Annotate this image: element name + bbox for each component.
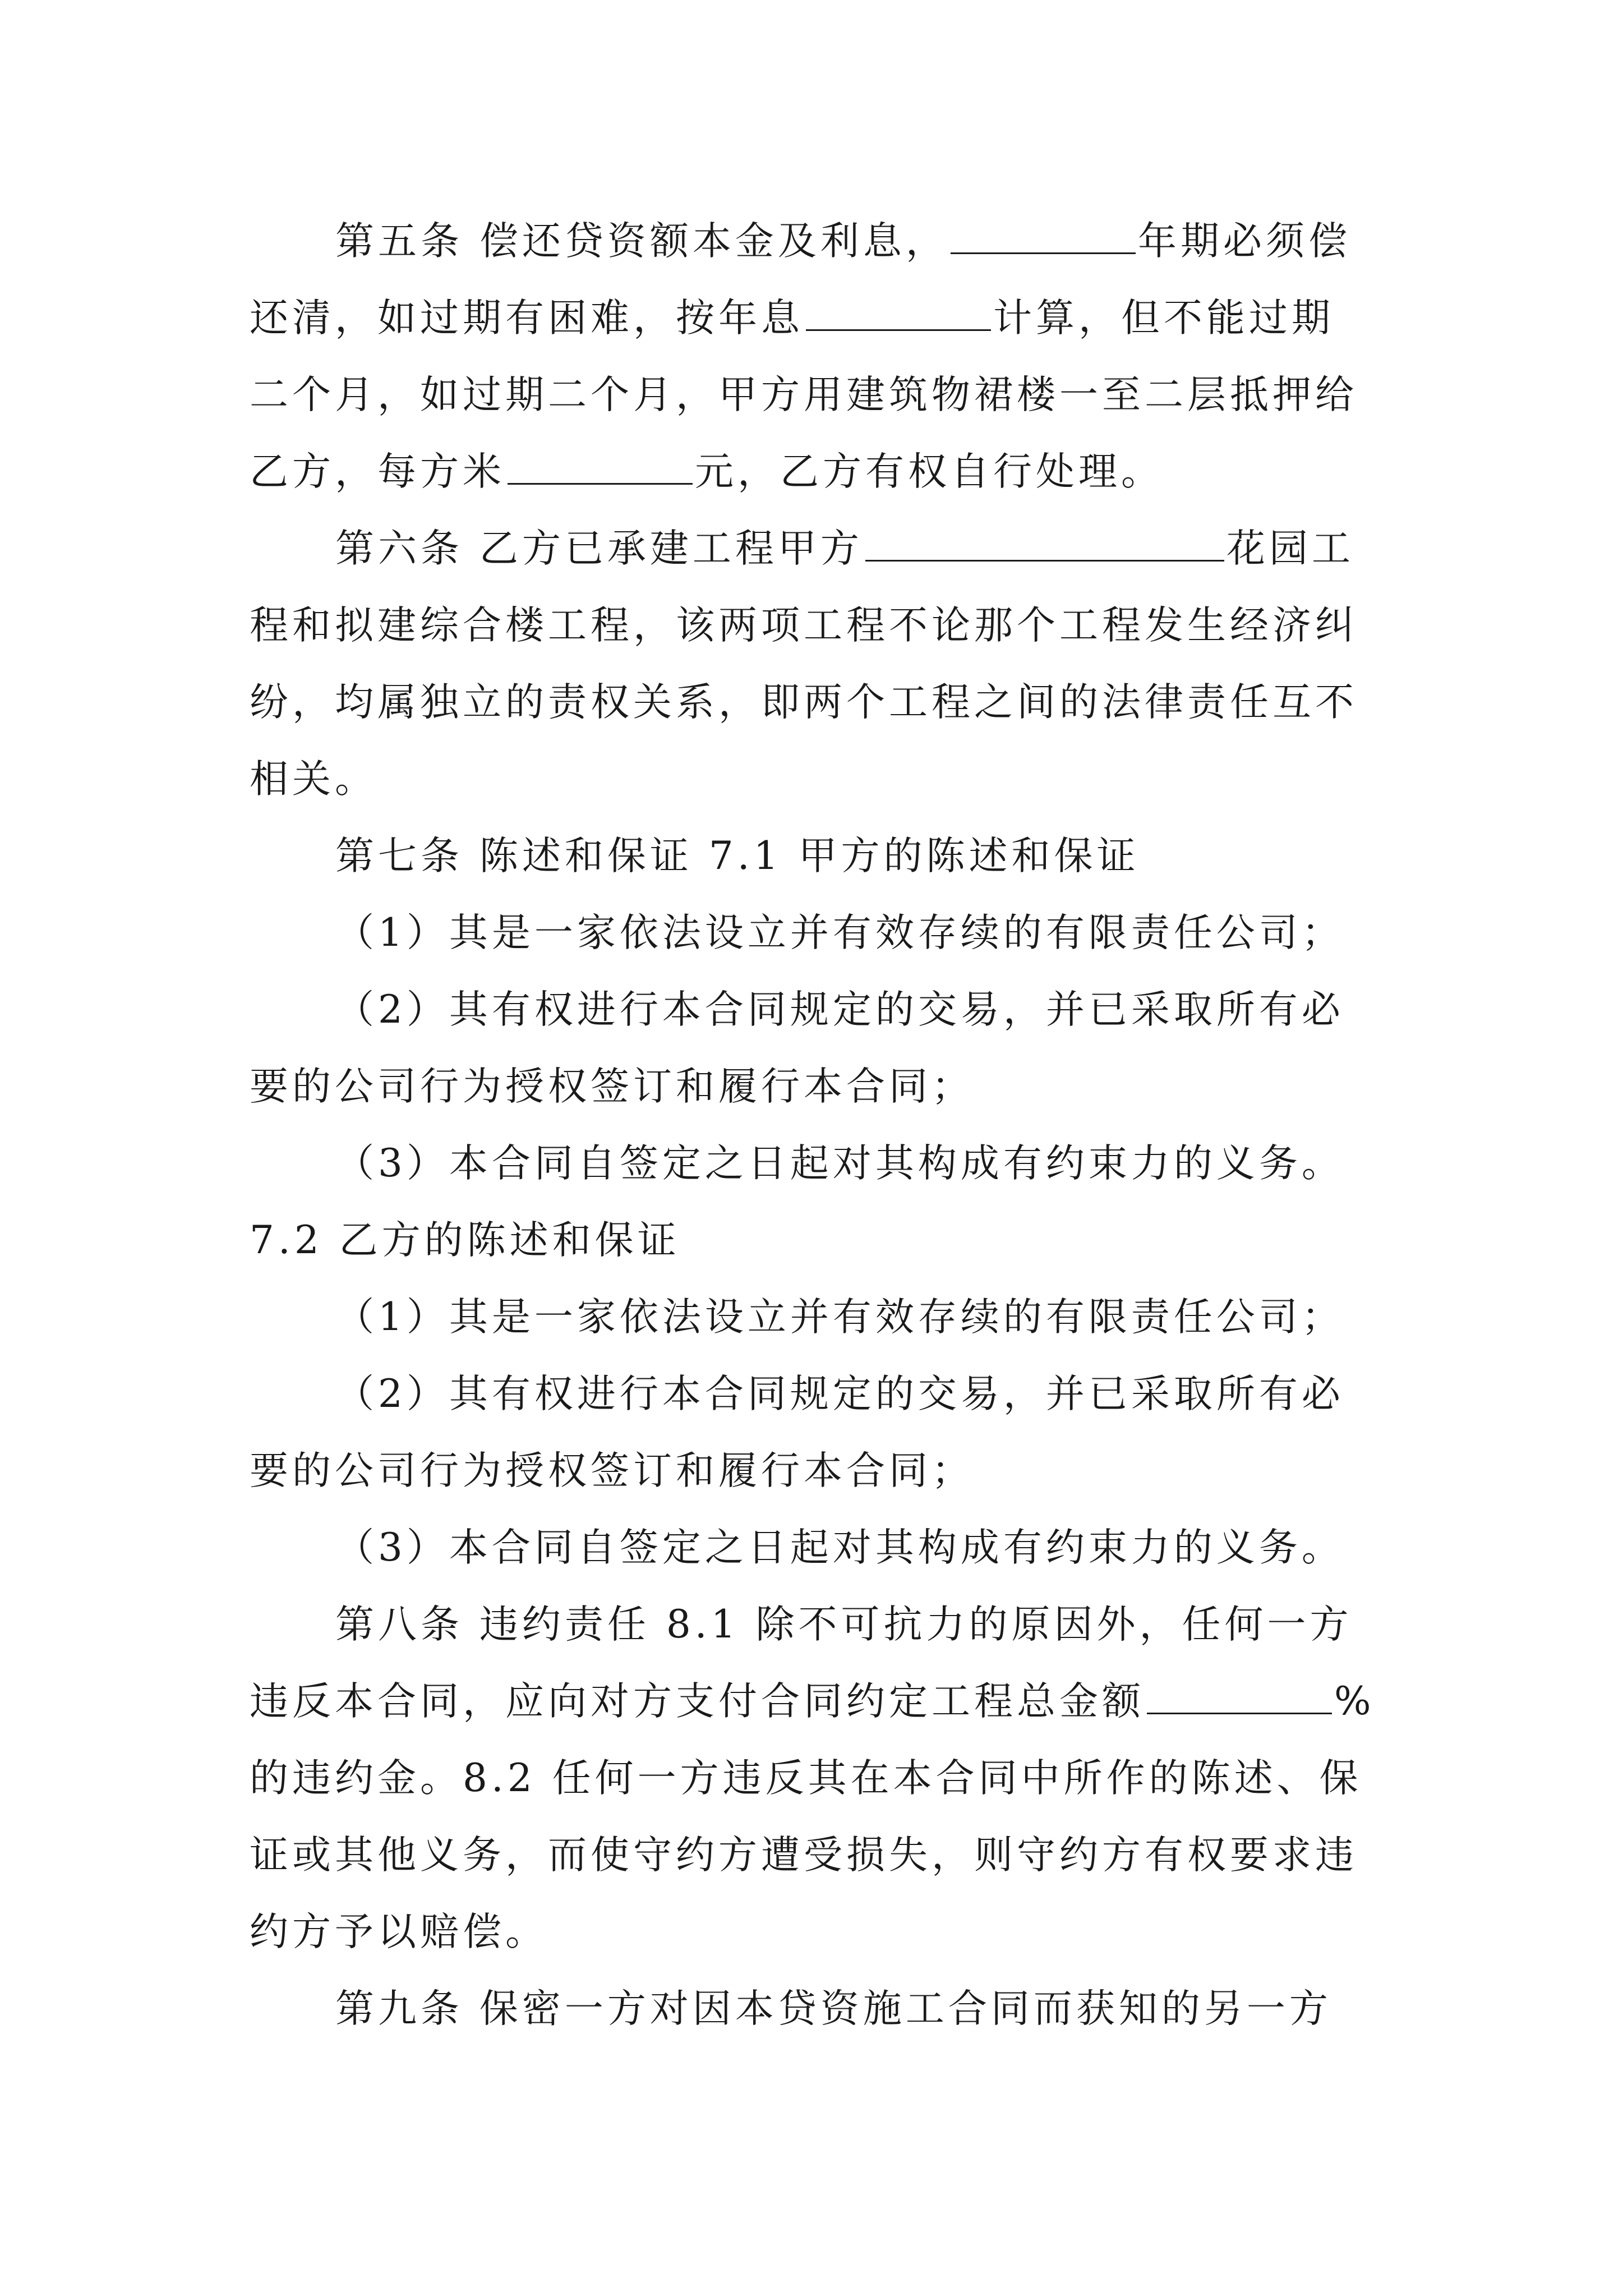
article5-line1 [335, 213, 1351, 269]
article5-line3: 二个月，如过期二个月，甲方用建筑物裙楼一至二层抵押给 [250, 372, 1358, 417]
article7-heading: 第七条 陈述和保证 7.1 甲方的陈述和保证 [335, 834, 1140, 878]
article7-item-b2: （2）其有权进行本合同规定的交易，并已采取所有必 [335, 1372, 1344, 1416]
article6-line3: 纷，均属独立的责权关系，即两个工程之间的法律责任互不 [250, 680, 1358, 725]
article5-text: 计算，但不能过期 [993, 296, 1334, 341]
article6-line2: 程和拟建综合楼工程，该两项工程不论那个工程发生经济纠 [250, 603, 1358, 648]
article7-item-a1: （1）其是一家依法设立并有效存续的有限责任公司； [335, 910, 1344, 955]
article5-line2 [250, 290, 1334, 346]
article6-line4: 相关。 [250, 757, 377, 802]
article5-text: 第五条 偿还贷资额本金及利息， [335, 219, 948, 264]
article8-line3: 的违约金。8.2 任何一方违反其在本合同中所作的陈述、保 [250, 1756, 1362, 1801]
article7-item-a3: （3）本合同自签定之日起对其构成有约束力的义务。 [335, 1141, 1344, 1186]
blank-penalty-percent [1147, 1676, 1332, 1714]
article8-line1: 第八条 违约责任 8.1 除不可抗力的原因外，任何一方 [335, 1602, 1353, 1647]
article7-item-a2: （2）其有权进行本合同规定的交易，并已采取所有必 [335, 987, 1344, 1032]
blank-years [951, 215, 1136, 254]
article8-line2 [250, 1673, 1375, 1729]
article9-line1: 第九条 保密一方对因本贷资施工合同而获知的另一方 [335, 1986, 1332, 2031]
article7-subheading: 7.2 乙方的陈述和保证 [250, 1218, 680, 1263]
article7-item-b2-cont: 要的公司行为授权签订和履行本合同； [250, 1448, 974, 1493]
article8-text: % [1334, 1679, 1375, 1724]
article6-text: 第六条 乙方已承建工程甲方 [335, 526, 863, 571]
article8-text: 违反本合同，应向对方支付合同约定工程总金额 [250, 1679, 1145, 1724]
article5-text: 年期必须偿 [1137, 219, 1351, 264]
article5-text: 乙方，每方米 [250, 449, 505, 494]
blank-project-name [865, 523, 1224, 562]
article7-item-b3: （3）本合同自签定之日起对其构成有约束力的义务。 [335, 1525, 1344, 1570]
blank-price-per-sqm [508, 446, 693, 485]
article7-item-b1: （1）其是一家依法设立并有效存续的有限责任公司； [335, 1295, 1344, 1340]
blank-interest-rate [806, 292, 991, 331]
article5-text: 还清，如过期有困难，按年息 [250, 296, 804, 341]
article5-line4 [250, 444, 1164, 500]
article6-text: 花园工 [1226, 526, 1354, 571]
article7-item-a2-cont: 要的公司行为授权签订和履行本合同； [250, 1064, 974, 1109]
article8-line4: 证或其他义务，而使守约方遭受损失，则守约方有权要求违 [250, 1833, 1358, 1878]
article5-text: 元，乙方有权自行处理。 [695, 449, 1164, 494]
article8-line5: 约方予以赔偿。 [250, 1910, 548, 1954]
article6-line1 [335, 521, 1354, 577]
